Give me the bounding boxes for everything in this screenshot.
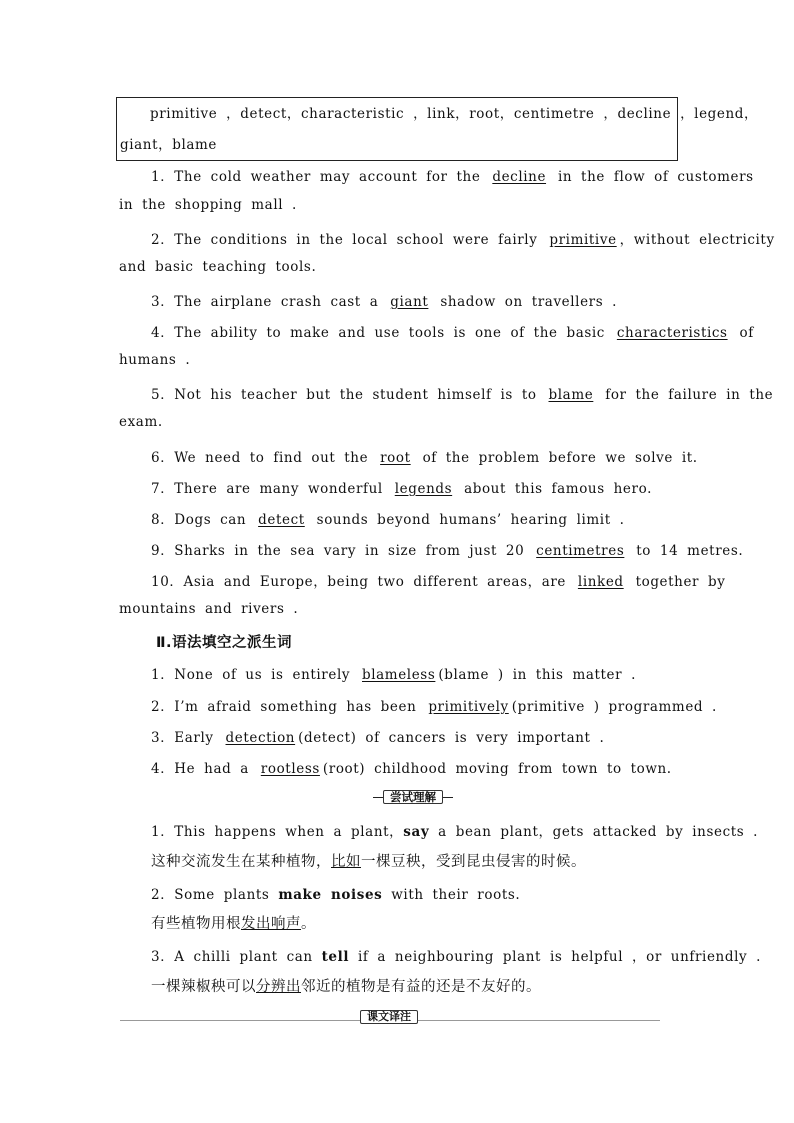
s1-item-10: 10．Asia and Europe，being two different areas，are linked together by <box>151 574 726 590</box>
s3-item-3-en: 3．A chilli plant can tell if a neighbouring plant is helpful ，or unfriendly . <box>151 949 762 965</box>
s1-item-2-cont: and basic teaching tools. <box>119 259 317 275</box>
word-bank-box <box>116 97 759 161</box>
s1-item-8: 8．Dogs can detect sounds beyond humans’ hearing limit . <box>151 512 625 528</box>
s3-item-1-cn: 这种交流发生在某种植物，比如一棵豆秧，受到昆虫侵害的时候。 <box>151 854 586 870</box>
answer: decline <box>492 169 547 185</box>
answer: primitive <box>549 232 617 248</box>
s2-item-3: 3．Early detection (detect) of cancers is very important . <box>151 730 605 746</box>
s1-item-2: 2．The conditions in the local school were fairly primitive ，without electricity <box>151 232 775 248</box>
word-bank-line-1: primitive ，detect，characteristic ，link，root，centimetre ，decline ，legend， <box>150 106 759 122</box>
s1-item-1-cont: in the shopping mall . <box>119 197 297 213</box>
s1-item-10-cont: mountains and rivers . <box>119 601 299 617</box>
s2-item-1: 1．None of us is entirely blameless (blame ) in this matter . <box>151 667 636 683</box>
answer: root <box>380 450 411 466</box>
answer: detect <box>258 512 305 528</box>
s1-item-4: 4．The ability to make and use tools is one of the basic characteristics of <box>151 325 754 341</box>
s3-item-2-cn: 有些植物用根发出响声。 <box>151 916 316 932</box>
s3-item-3-cn: 一棵辣椒秧可以分辨出邻近的植物是有益的还是不友好的。 <box>151 979 541 995</box>
section-2-heading: Ⅱ.语法填空之派生词 <box>156 635 293 651</box>
s3-item-2-en: 2．Some plants make noises with their roots. <box>151 887 521 903</box>
s1-item-6: 6．We need to find out the root of the problem before we solve it. <box>151 450 698 466</box>
answer: blameless <box>362 667 436 683</box>
s1-item-3: 3．The airplane crash cast a giant shadow on travellers . <box>151 294 618 310</box>
s2-item-4: 4．He had a rootless (root) childhood moving from town to town. <box>151 761 672 777</box>
lesson-notes-banner <box>354 1010 424 1024</box>
s2-item-2: 2．I’m afraid something has been primitively (primitive ) programmed . <box>151 699 717 715</box>
word-bank-line-2: giant，blame <box>120 137 218 153</box>
banner-label: 尝试理解 <box>383 790 443 804</box>
answer: legends <box>394 481 453 497</box>
answer: linked <box>577 574 624 590</box>
s1-item-7: 7．There are many wonderful legends about this famous hero. <box>151 481 652 497</box>
answer: giant <box>390 294 429 310</box>
answer: rootless <box>260 761 320 777</box>
s3-item-1-en: 1．This happens when a plant，say a bean plant，gets attacked by insects . <box>151 824 759 840</box>
try-understand-banner <box>360 790 466 804</box>
s1-item-5-cont: exam. <box>119 414 163 430</box>
answer: detection <box>225 730 296 746</box>
answer: primitively <box>428 699 509 715</box>
s1-item-5: 5．Not his teacher but the student himself is to blame for the failure in the <box>151 387 774 403</box>
footer-banner-label: 课文译注 <box>360 1010 418 1024</box>
answer: centimetres <box>536 543 625 559</box>
answer: blame <box>548 387 594 403</box>
answer: characteristics <box>616 325 728 341</box>
s1-item-1: 1．The cold weather may account for the decline in the flow of customers <box>151 169 754 185</box>
s1-item-4-cont: humans . <box>119 352 191 368</box>
s1-item-9: 9．Sharks in the sea vary in size from just 20 centimetres to 14 metres. <box>151 543 744 559</box>
